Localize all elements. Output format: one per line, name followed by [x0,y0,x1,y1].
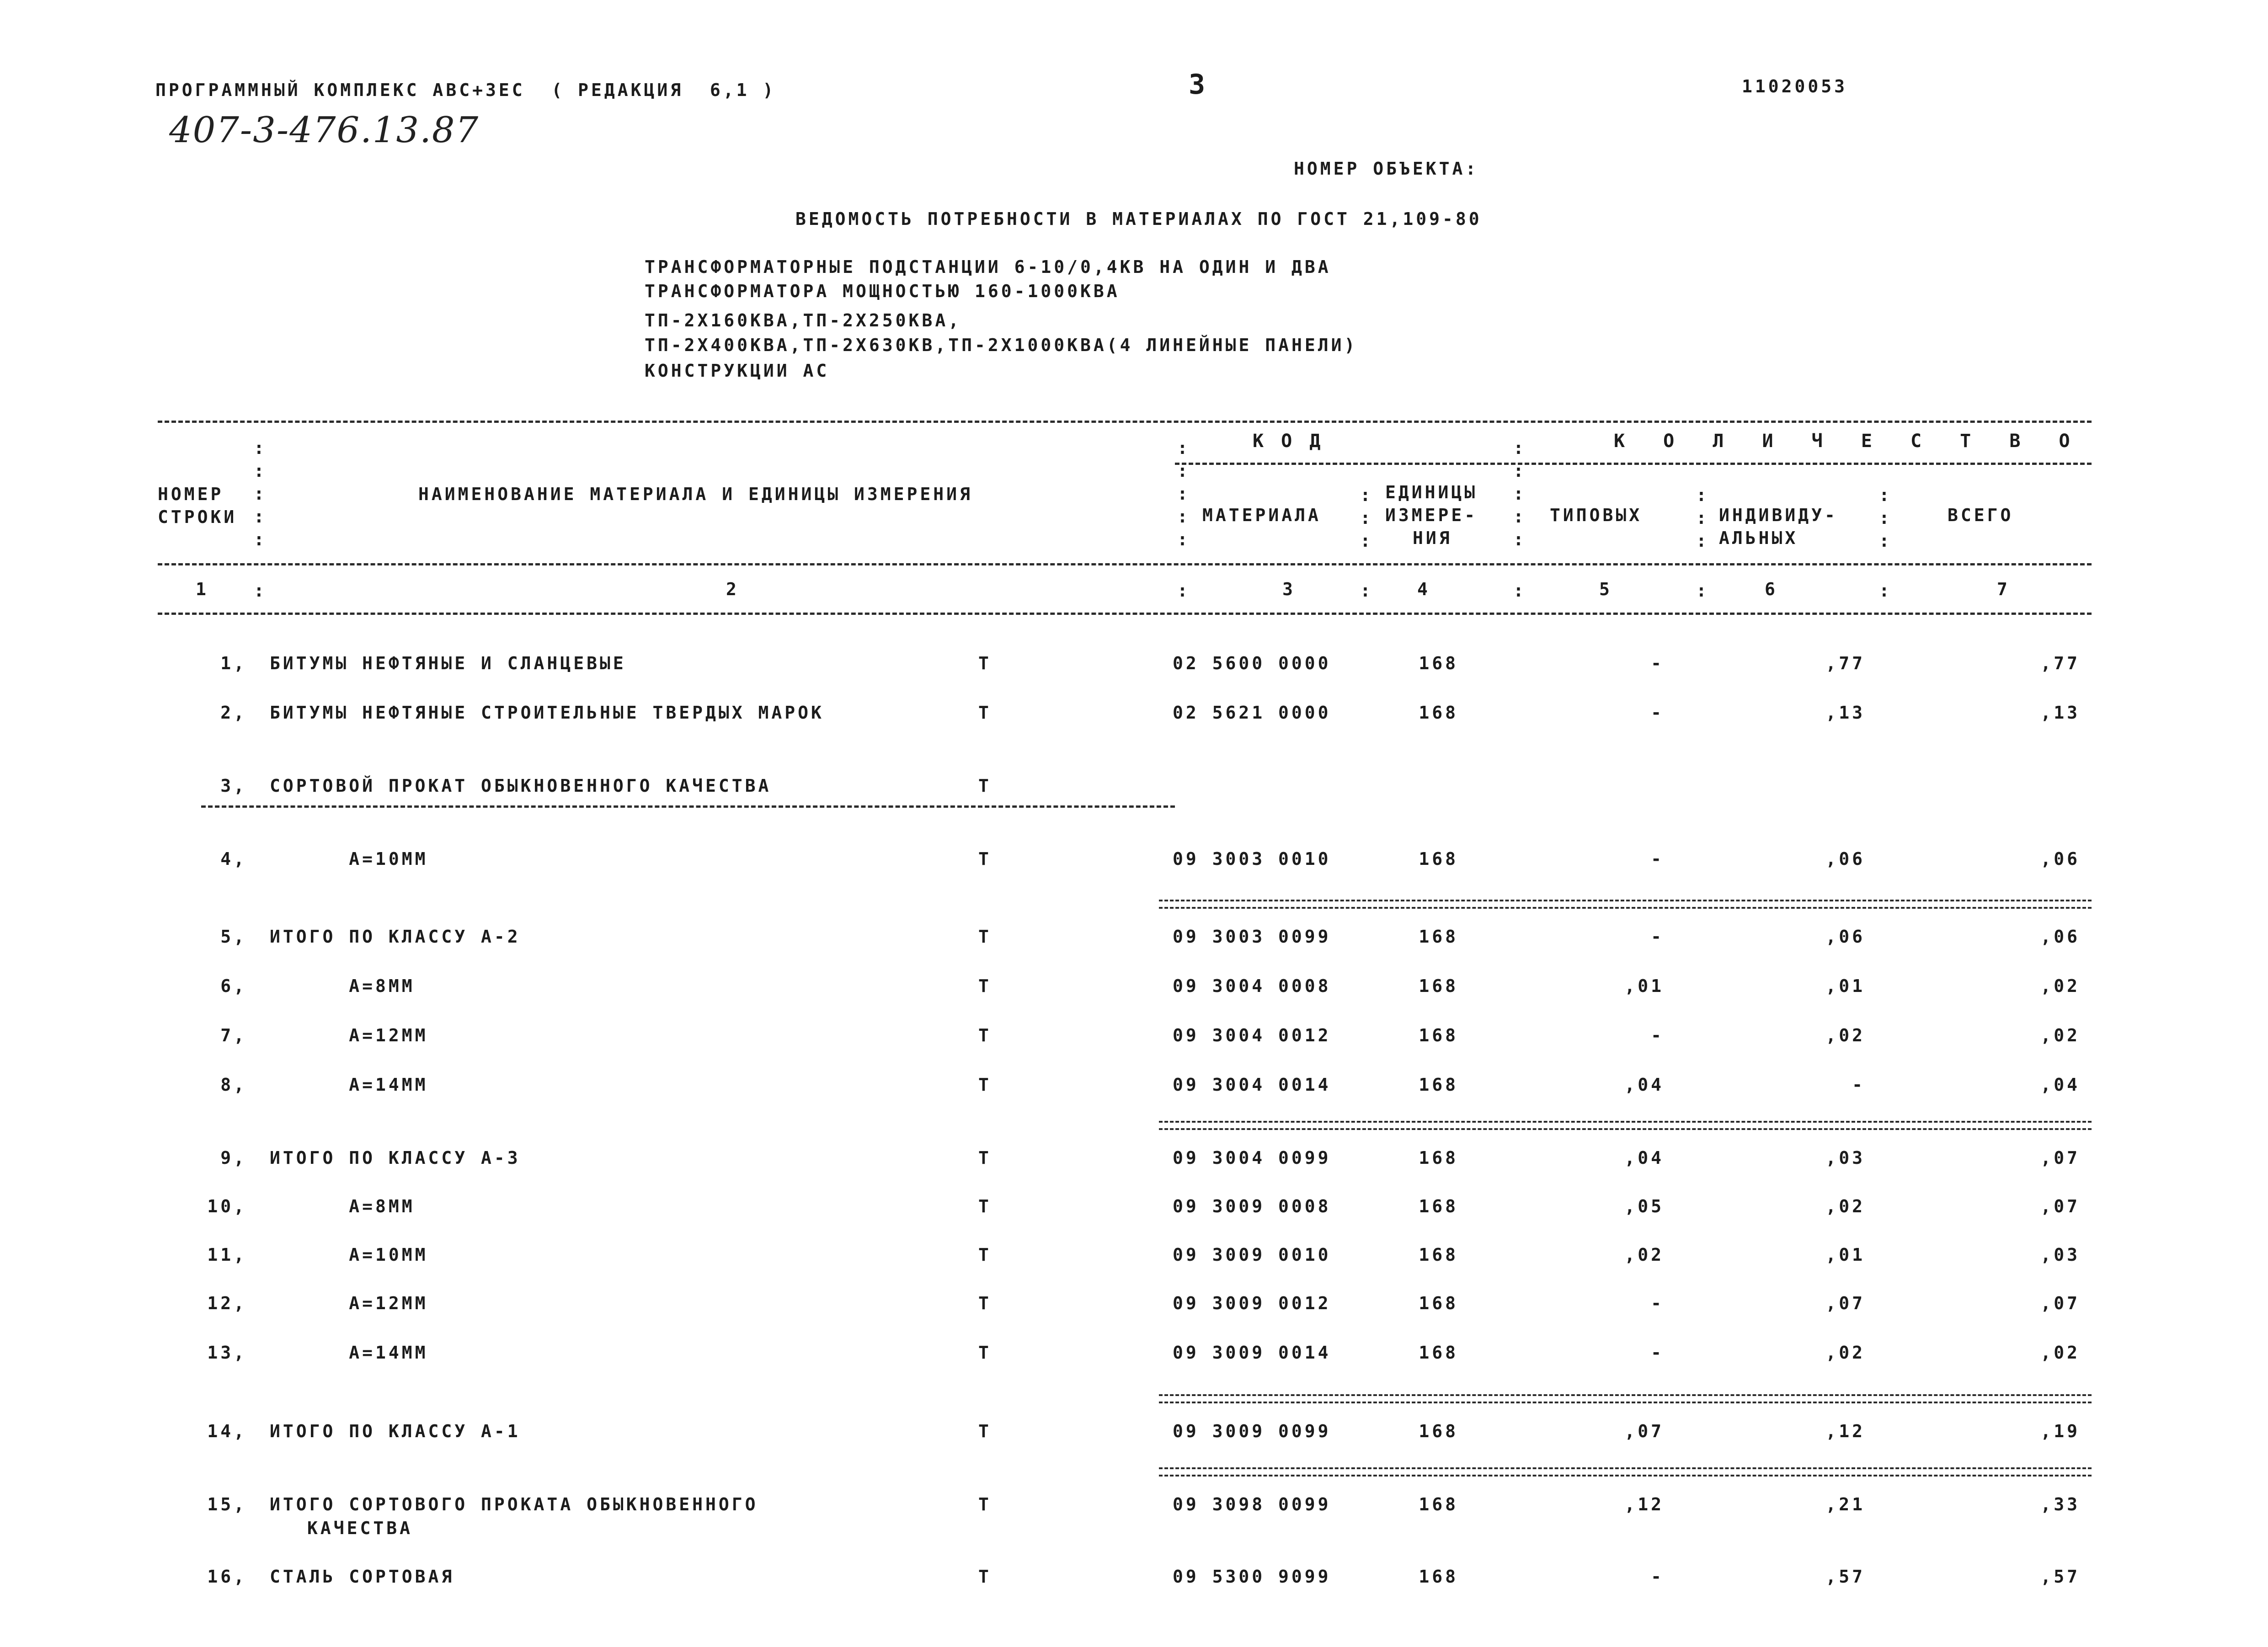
column-number: 2 [726,579,739,599]
column-number: 5 [1599,579,1612,599]
total-qty: ,02 [2040,976,2080,996]
unit-of-measure: Т [978,1421,992,1441]
material-code: 09 3009 0008 [1173,1196,1331,1216]
individual-qty: ,21 [1825,1494,1865,1514]
unit-code: 168 [1419,1025,1458,1045]
unit-code: 168 [1419,653,1458,673]
column-separator: : [1360,581,1371,601]
typical-qty: - [1651,1567,1664,1587]
material-code-header: МАТЕРИАЛА [1202,505,1321,525]
unit-of-measure: Т [978,976,992,996]
individual-qty: ,02 [1825,1343,1865,1363]
row-number-header: НОМЕР [158,484,224,504]
material-code: 09 3004 0099 [1173,1148,1331,1168]
typical-qty: - [1651,1293,1664,1313]
material-code: 09 3004 0008 [1173,976,1331,996]
column-separator: : : : : : [254,438,264,549]
unit-code: 168 [1419,1245,1458,1265]
material-name: БИТУМЫ НЕФТЯНЫЕ СТРОИТЕЛЬНЫЕ ТВЕРДЫХ МАРОК [270,703,824,723]
total-qty: ,07 [2040,1293,2080,1313]
typical-header: ТИПОВЫХ [1550,505,1643,525]
table-top-rule [158,421,2092,423]
material-name: А=10ММ [270,849,428,869]
unit-of-measure: Т [978,1293,992,1313]
material-name: ИТОГО ПО КЛАССУ А-1 [270,1421,521,1441]
row-number-header: СТРОКИ [158,507,237,527]
unit-of-measure: Т [978,1245,992,1265]
unit-code: 168 [1419,703,1458,723]
column-separator: : [1879,581,1889,601]
subtitle-line: ТРАНСФОРМАТОРНЫЕ ПОДСТАНЦИИ 6-10/0,4КВ НА ОДИН И ДВА [645,257,1331,277]
material-code: 02 5600 0000 [1173,653,1331,673]
row-number: 4, [220,849,247,869]
total-qty: ,77 [2040,653,2080,673]
row-number: 2, [220,703,247,723]
typical-qty: - [1651,927,1664,947]
total-header: ВСЕГО [1948,505,2014,525]
unit-code: 168 [1419,1148,1458,1168]
subtitle-line: ТП-2Х400КВА,ТП-2Х630КВ,ТП-2Х1000КВА(4 ЛИНЕЙНЫЕ ПАНЕЛИ) [645,335,1358,355]
column-number: 3 [1282,579,1296,599]
typical-qty: ,12 [1624,1494,1664,1514]
unit-code: 168 [1419,1196,1458,1216]
material-code: 09 3004 0014 [1173,1075,1331,1095]
typical-qty: - [1651,1343,1664,1363]
column-separator: : [1696,581,1707,601]
typical-qty: ,07 [1624,1421,1664,1441]
individual-qty: ,06 [1825,849,1865,869]
subtitle-line: КОНСТРУКЦИИ АС [645,361,830,381]
individual-qty: ,06 [1825,927,1865,947]
material-name: ИТОГО ПО КЛАССУ А-3 [270,1148,521,1168]
individual-qty: ,01 [1825,976,1865,996]
column-separator: : : : [1879,485,1889,551]
individual-qty: ,12 [1825,1421,1865,1441]
typical-qty: ,04 [1624,1148,1664,1168]
material-name: БИТУМЫ НЕФТЯНЫЕ И СЛАНЦЕВЫЕ [270,653,626,673]
unit-code: 168 [1419,976,1458,996]
individual-qty: ,13 [1825,703,1865,723]
material-name-continuation: КАЧЕСТВА [307,1518,413,1538]
subtotal-rule [1159,1467,2092,1476]
total-qty: ,19 [2040,1421,2080,1441]
material-name: СТАЛЬ СОРТОВАЯ [270,1567,455,1587]
unit-code: 168 [1419,849,1458,869]
total-qty: ,57 [2040,1567,2080,1587]
row-number: 15, [207,1494,247,1514]
material-name: А=10ММ [270,1245,428,1265]
row-number: 10, [207,1196,247,1216]
document-title: ВЕДОМОСТЬ ПОТРЕБНОСТИ В МАТЕРИАЛАХ ПО ГОСТ 21,109-80 [795,209,1482,229]
unit-of-measure: Т [978,1196,992,1216]
object-number-label: НОМЕР ОБЪЕКТА: [1294,159,1479,179]
total-qty: ,02 [2040,1025,2080,1045]
total-qty: ,06 [2040,927,2080,947]
material-name: А=12ММ [270,1025,428,1045]
material-code: 09 3003 0099 [1173,927,1331,947]
individual-qty: ,03 [1825,1148,1865,1168]
total-qty: ,06 [2040,849,2080,869]
unit-code: 168 [1419,1075,1458,1095]
typical-qty: ,04 [1624,1075,1664,1095]
typical-qty: - [1651,653,1664,673]
unit-code-header: ЕДИНИЦЫ [1385,482,1478,502]
individual-qty: ,07 [1825,1293,1865,1313]
row-number: 3, [220,776,247,796]
row-number: 1, [220,653,247,673]
material-name: А=8ММ [270,976,415,996]
typical-qty: - [1651,849,1664,869]
material-code: 09 3009 0012 [1173,1293,1331,1313]
individual-header: АЛЬНЫХ [1719,528,1798,548]
row-number: 12, [207,1293,247,1313]
material-code: 09 3009 0010 [1173,1245,1331,1265]
material-name: А=14ММ [270,1343,428,1363]
subtitle-line: ТРАНСФОРМАТОРА МОЩНОСТЬЮ 160-1000КВА [645,281,1120,301]
material-code: 09 3003 0010 [1173,849,1331,869]
total-qty: ,04 [2040,1075,2080,1095]
individual-qty: ,77 [1825,653,1865,673]
unit-code: 168 [1419,1567,1458,1587]
total-qty: ,33 [2040,1494,2080,1514]
unit-of-measure: Т [978,703,992,723]
typical-qty: - [1651,703,1664,723]
individual-qty: ,57 [1825,1567,1865,1587]
subtotal-rule [1159,1394,2092,1403]
unit-code: 168 [1419,1343,1458,1363]
row-number: 11, [207,1245,247,1265]
unit-code-header: НИЯ [1413,528,1452,548]
column-separator: : : : : : [1177,438,1188,549]
column-separator: : : : [1360,485,1371,551]
quantity-group-label: К О Л И Ч Е С Т В О [1614,431,2084,452]
material-code: 09 3009 0099 [1173,1421,1331,1441]
unit-of-measure: Т [978,1075,992,1095]
material-code: 02 5621 0000 [1173,703,1331,723]
unit-of-measure: Т [978,1567,992,1587]
row-number: 5, [220,927,247,947]
material-code: 09 3009 0014 [1173,1343,1331,1363]
subtitle-line: ТП-2Х160КВА,ТП-2Х250КВА, [645,310,962,330]
typical-qty: ,02 [1624,1245,1664,1265]
material-name: А=8ММ [270,1196,415,1216]
row-number: 7, [220,1025,247,1045]
unit-code: 168 [1419,1293,1458,1313]
handwritten-code: 407-3-476.13.87 [169,110,480,151]
total-qty: ,07 [2040,1148,2080,1168]
total-qty: ,07 [2040,1196,2080,1216]
document-number: 11020053 [1742,76,1848,96]
subtotal-rule [1159,900,2092,909]
material-name: А=12ММ [270,1293,428,1313]
header-group-rule [1175,463,2092,465]
unit-of-measure: Т [978,849,992,869]
individual-header: ИНДИВИДУ- [1719,505,1838,525]
individual-qty: ,02 [1825,1025,1865,1045]
unit-of-measure: Т [978,653,992,673]
column-number: 4 [1417,579,1430,599]
total-qty: ,13 [2040,703,2080,723]
section-rule [201,805,1175,808]
unit-of-measure: Т [978,927,992,947]
typical-qty: - [1651,1025,1664,1045]
subtotal-rule [1159,1121,2092,1130]
row-number: 13, [207,1343,247,1363]
page-number: 3 [1189,69,1208,101]
individual-qty: - [1852,1075,1865,1095]
column-separator: : : : [1696,485,1707,551]
typical-qty: ,05 [1624,1196,1664,1216]
material-name: ИТОГО ПО КЛАССУ А-2 [270,927,521,947]
column-separator: : : : : : [1513,438,1524,549]
unit-of-measure: Т [978,1148,992,1168]
unit-of-measure: Т [978,1494,992,1514]
unit-of-measure: Т [978,1343,992,1363]
row-number: 8, [220,1075,247,1095]
program-header: ПРОГРАММНЫЙ КОМПЛЕКС АВС+ЗЕС ( РЕДАКЦИЯ 6,1 ) [155,80,776,100]
material-name-header: НАИМЕНОВАНИЕ МАТЕРИАЛА И ЕДИНИЦЫ ИЗМЕРЕНИЯ [418,484,973,504]
unit-code: 168 [1419,1494,1458,1514]
code-group-label: К О Д [1253,431,1324,452]
row-number: 16, [207,1567,247,1587]
unit-code: 168 [1419,1421,1458,1441]
unit-code: 168 [1419,927,1458,947]
material-name: СОРТОВОЙ ПРОКАТ ОБЫКНОВЕННОГО КАЧЕСТВА [270,776,772,796]
material-code: 09 3004 0012 [1173,1025,1331,1045]
material-code: 09 5300 9099 [1173,1567,1331,1587]
header-bottom-rule [158,563,2092,565]
column-number: 1 [196,579,209,599]
total-qty: ,03 [2040,1245,2080,1265]
material-name: А=14ММ [270,1075,428,1095]
row-number: 6, [220,976,247,996]
row-number: 9, [220,1148,247,1168]
column-separator: : [254,581,264,601]
individual-qty: ,02 [1825,1196,1865,1216]
column-number-rule [158,613,2092,615]
material-name: ИТОГО СОРТОВОГО ПРОКАТА ОБЫКНОВЕННОГО [270,1494,758,1514]
row-number: 14, [207,1421,247,1441]
individual-qty: ,01 [1825,1245,1865,1265]
typical-qty: ,01 [1624,976,1664,996]
column-number: 6 [1765,579,1778,599]
material-code: 09 3098 0099 [1173,1494,1331,1514]
unit-of-measure: Т [978,776,992,796]
unit-code-header: ИЗМЕРЕ- [1385,505,1478,525]
total-qty: ,02 [2040,1343,2080,1363]
column-separator: : [1177,581,1188,601]
column-number: 7 [1997,579,2010,599]
column-separator: : [1513,581,1524,601]
unit-of-measure: Т [978,1025,992,1045]
